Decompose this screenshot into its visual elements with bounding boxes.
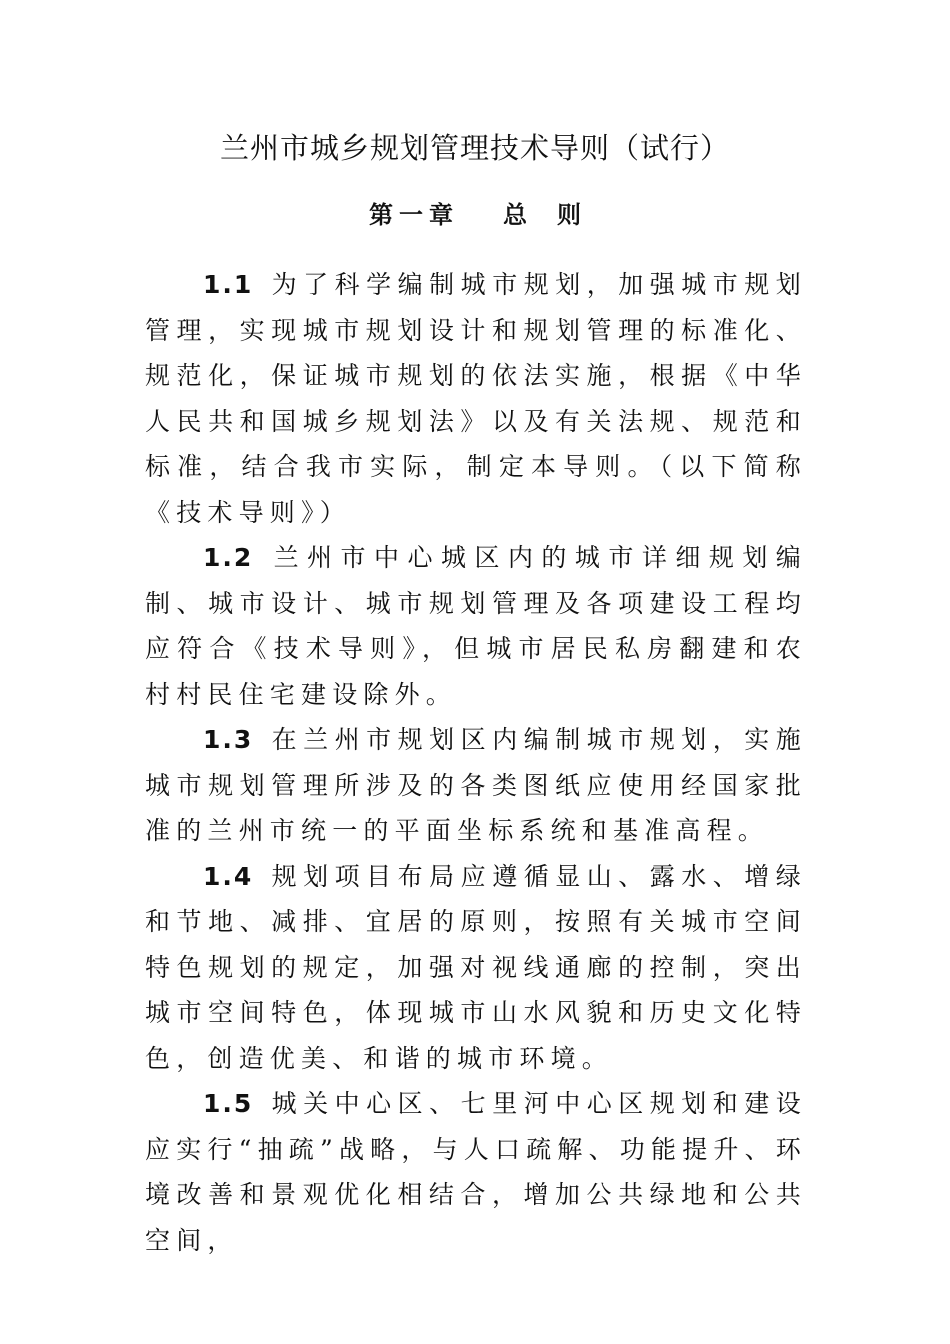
- section-text: 规划项目布局应遵循显山、露水、增绿和节地、减排、宜居的原则，按照有关城市空间特色规划的规定，加强对视线通廊的控制，突出城市空间特色，体现城市山水风貌和历史文化特色，创造优美、和谐的城市环境。: [145, 861, 807, 1073]
- section-number: 1.2: [203, 543, 254, 572]
- section-paragraph: [145, 535, 807, 717]
- section-number: 1.5: [203, 1089, 254, 1118]
- chapter-number: 第一章: [369, 201, 459, 229]
- section-text: 兰州市中心城区内的城市详细规划编制、城市设计、城市规划管理及各项建设工程均应符合《技术导则》，但城市居民私房翻建和农村村民住宅建设除外。: [145, 543, 807, 709]
- section-paragraph: [145, 1081, 807, 1263]
- section-paragraph: [145, 262, 807, 535]
- document-body: [145, 262, 807, 1263]
- section-paragraph: [145, 717, 807, 854]
- section-paragraph: [145, 854, 807, 1082]
- section-number: 1.3: [203, 725, 254, 754]
- section-text: 在兰州市规划区内编制城市规划，实施城市规划管理所涉及的各类图纸应使用经国家批准的兰州市统一的平面坐标系统和基准高程。: [145, 725, 807, 845]
- chapter-name: 总则: [503, 201, 611, 229]
- section-number: 1.1: [203, 270, 254, 299]
- document-title: 兰州市城乡规划管理技术导则（试行）: [219, 131, 730, 165]
- chapter-heading: [0, 197, 950, 233]
- section-text: 为了科学编制城市规划，加强城市规划管理，实现城市规划设计和规划管理的标准化、规范化，保证城市规划的依法实施，根据《中华人民共和国城乡规划法》以及有关法规、规范和标准，结合我市实际，制定本导则。（以下简称《技术导则》）: [145, 270, 807, 527]
- section-number: 1.4: [203, 861, 254, 891]
- section-text: 城关中心区、七里河中心区规划和建设应实行“抽疏”战略，与人口疏解、功能提升、环境改善和景观优化相结合，增加公共绿地和公共空间，: [145, 1089, 807, 1255]
